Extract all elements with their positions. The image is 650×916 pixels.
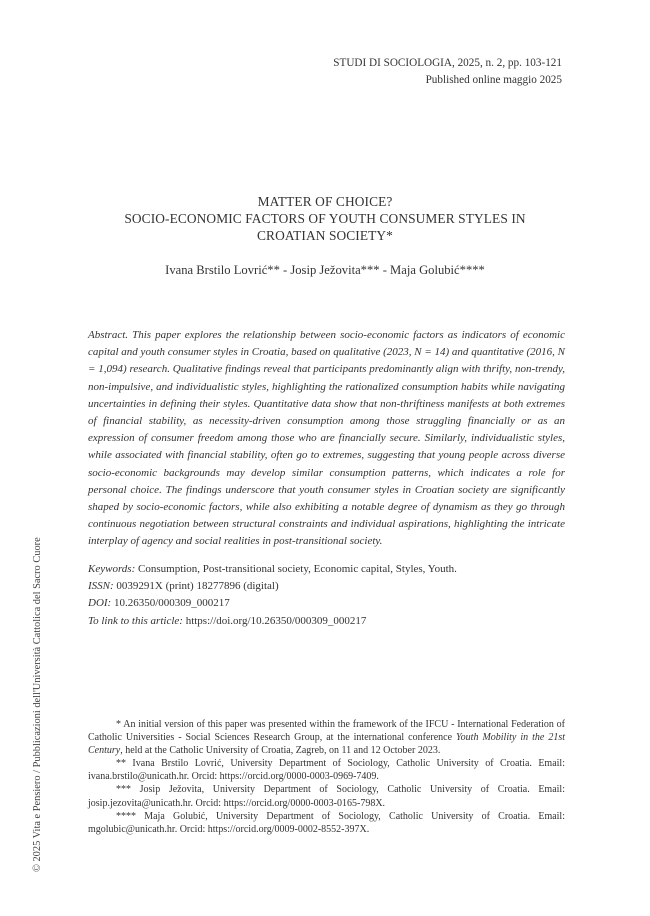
issn-line — [88, 578, 565, 595]
abstract — [88, 327, 565, 551]
footnote-1 — [88, 718, 565, 757]
title-line-1: MATTER OF CHOICE? — [257, 194, 393, 209]
footnote-3: *** Josip Ježovita, University Department of Sociology, Catholic University of Croatia. Email: josip.jezovita@unicath.hr. Orcid: https://orcid.org/0000-0003-0165-798X. — [88, 784, 565, 809]
publication-date: Published online maggio 2025 — [425, 74, 562, 86]
doi-label: DOI: — [88, 597, 112, 610]
journal-citation: STUDI DI SOCIOLOGIA, 2025, n. 2, pp. 103-121 — [333, 57, 562, 69]
keywords-label: Keywords: — [88, 563, 136, 575]
footnote-2: ** Ivana Brstilo Lovrić, University Department of Sociology, Catholic University of Croatia. Email: ivana.brstilo@unicath.hr. Orcid: https://orcid.org/0000-0003-0969-7409. — [88, 758, 565, 783]
keywords-line — [88, 561, 565, 578]
author-list: Ivana Brstilo Lovrić** - Josip Ježovita*** - Maja Golubić**** — [165, 263, 485, 277]
footnotes — [88, 718, 565, 836]
article-link-line — [88, 613, 565, 630]
issn-value: 0039291X (print) 18277896 (digital) — [116, 580, 279, 593]
keywords-value: Consumption, Post-transitional society, Economic capital, Styles, Youth. — [138, 563, 457, 575]
title-line-2: SOCIO-ECONOMIC FACTORS OF YOUTH CONSUMER STYLES IN — [124, 211, 526, 226]
footnote-4: **** Maja Golubić, University Department of Sociology, Catholic University of Croatia. Email: mgolubic@unicath.hr. Orcid: https://orcid.org/0009-0002-8552-397X. — [88, 810, 565, 835]
article-link-label: To link to this article: — [88, 614, 183, 627]
abstract-label: Abstract. — [88, 329, 129, 341]
doi-line — [88, 595, 565, 612]
conference-name: Youth Mobility in the 21st Century — [88, 732, 565, 757]
journal-header — [333, 55, 562, 89]
title-line-3: CROATIAN SOCIETY* — [257, 228, 393, 243]
article-link[interactable]: https://doi.org/10.26350/000309_000217 — [185, 614, 367, 627]
footnote-1-text-a: * An initial version of this paper was presented within the framework of the IFCU - International Federation of Catholic Universities - Social Sciences Research Group, at the international conference — [88, 719, 565, 744]
article-title — [0, 193, 650, 244]
abstract-text: This paper explores the relationship between socio-economic factors as indicators of economic capital and youth consumer styles in Croatia, based on qualitative (2023, N = 14) and quantitative (2016, N = 1,094) research. Qualitative findings reveal that participants predominantly align with thrifty, non-trendy, non-impulsive, and individualistic styles, highlighting the rationalized consumption habits while navigating uncertainties in defining their styles. Quantitative data show that non-thriftiness manifests at both extremes of financial stability, as necessity-driven consumption among those struggling financially or as an expression of consumer freedom among those who are financially secure. Similarly, individualistic styles, while associated with financial stability, often go to extremes, suggesting that young people across diverse socio-economic backgrounds may develop similar consumption patterns, which indicates a role for personal choice. The findings underscore that youth consumer styles in Croatian society are significantly shaped by socio-economic factors, while also exhibiting a notable degree of dynamism as they go through continuous negotiation between structural constraints and individual aspirations, highlighting the intricate interplay of agency and social realities in post-transitional society. — [88, 329, 565, 548]
side-copyright-notice: © 2025 Vita e Pensiero / Pubblicazioni dell'Università Cattolica del Sacro Cuore — [32, 537, 43, 872]
issn-label: ISSN: — [88, 580, 114, 593]
footnote-1-text-b: , held at the Catholic University of Croatia, Zagreb, on 11 and 12 October 2023. — [120, 745, 441, 757]
doi-value: 10.26350/000309_000217 — [113, 597, 230, 610]
article-metadata — [88, 561, 565, 630]
